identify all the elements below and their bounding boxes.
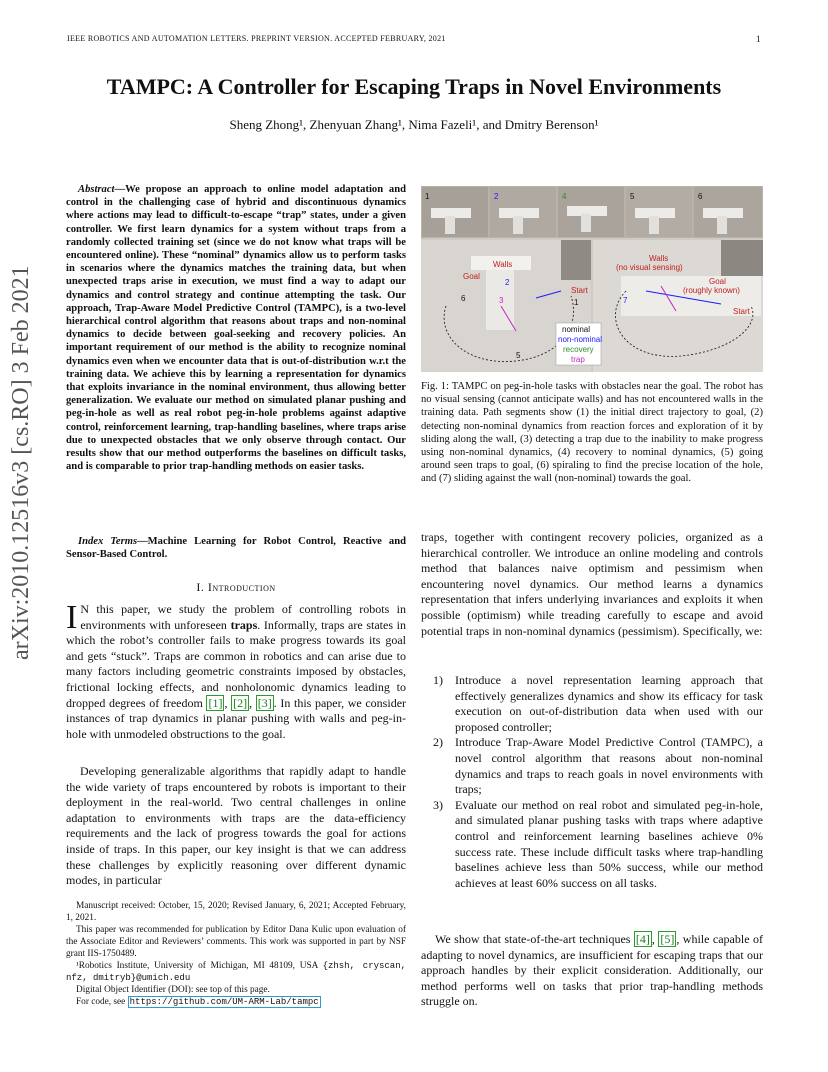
list-number: 2)	[433, 735, 443, 750]
section-heading-text: I. Introduction	[196, 580, 276, 594]
list-text: Evaluate our method on real robot and simulated peg-in-hole, and simulated planar pushing tasks with traps where adaptive control and reinforcement learning baselines achieve 0% success rate. These include difficult tasks where trap-handling baselines achieve less than 50% success, while our method achieves at least 60% success on all tasks.	[455, 797, 763, 890]
footnote-recommended: This paper was recommended for publication by Editor Dana Kulic upon evaluation of the Associate Editor and Reviewers’ comments. This work was supported in part by NSF grant IIS-1750489.	[66, 925, 406, 959]
intro-paragraph-2: Developing generalizable algorithms that rapidly adapt to handle the wide variety of traps encountered by robots is important to their deployment in the real-world. Two central challenges in online adaptation to environments with traps are the data-efficiency requirements and the lack of progress towards the goal for actions inside of traps. In this paper, our key insight is that we can address these challenges by explicitly reasoning over different dynamic modes, in particular	[66, 764, 406, 888]
rtext2-a: We show that state-of-the-art techniques	[435, 932, 634, 946]
walls-label: Walls	[493, 260, 513, 269]
legend-non-nominal: non-nominal	[558, 335, 603, 344]
footnote-code	[66, 996, 406, 1008]
author-list: Sheng Zhong¹, Zhenyuan Zhang¹, Nima Fazeli¹, and Dmitry Berenson¹	[229, 117, 599, 132]
footnotes	[66, 900, 406, 1008]
path-number: 1	[574, 298, 579, 307]
list-number: 1)	[433, 673, 443, 687]
citation-link[interactable]: [4]	[635, 932, 650, 946]
abstract-text: —We propose an approach to online model adaptation and control in the challenging case of hybrid and discontinuous dynamics where actions may lead to difficult-to-escape “trap” states, under a given controller. We first learn dynamics for a system without traps from a randomly collected training set (since we do not know what traps will be encountered online). These “nominal” dynamics allow us to perform tasks in scenarios where the dynamics matches the training data, but when unexpected traps arise in execution, we must find a way to adapt our dynamics and control strategy and continue attempting the task. Our approach, Trap-Aware Model Predictive Control (TAMPC), is a two-level hierarchical control algorithm that reasons about traps and non-nominal dynamics to decide between goal-seeking and recovery policies. An important requirement of our method is the ability to recognize nominal dynamics even when we encounter data that is out-of-distribution w.r.t the training data. We achieve this by learning a representation for dynamics that exploits invariance in the nominal environment, thus allowing better generalization. We evaluate our method on simulated planar pushing and peg-in-hole as well as real robot peg-in-hole problems against adaptive control, reinforcement learning, trap-handling baselines, where traps arise due to unexpected obstacles that we only observe through contact. Our results show that our method outperforms the baselines on difficult tasks, and is comparable to prior trap-handling methods on easier tasks.	[66, 184, 406, 473]
path-number: 5	[516, 351, 521, 360]
intro-text-c: . In this paper, we consider instances of trap dynamics in planar pushing with walls and peg-in-hole with unmodeled obstructions to the goal.	[66, 695, 407, 741]
intro-text-a: N this paper, we study the problem of controlling robots in environments with unforeseen	[80, 602, 406, 632]
list-text: Introduce Trap-Aware Model Predictive Control (TAMPC), a novel control algorithm that reasons about non-nominal dynamics and traps to reach goals in novel environments with traps;	[455, 735, 763, 797]
list-item	[421, 798, 763, 892]
index-terms-text: —Machine Learning for Robot Control, Reactive and Sensor-Based Control.	[66, 536, 406, 561]
frame-label: 2	[494, 192, 499, 201]
section-heading	[66, 580, 406, 595]
index-terms-label: Index Terms	[78, 536, 138, 547]
start-label: Start	[733, 307, 750, 316]
citation-link[interactable]: [1]	[208, 695, 223, 710]
index-terms	[66, 535, 406, 561]
citation-link[interactable]: [3]	[257, 695, 272, 710]
code-url-link[interactable]: https://github.com/UM-ARM-Lab/tampc	[129, 997, 319, 1007]
contributions-list	[421, 673, 763, 891]
footnote-received: Manuscript received: October, 15, 2020; Revised January, 6, 2021; Accepted February, 1, 2021.	[66, 901, 406, 923]
goal-note: (roughly known)	[683, 286, 740, 295]
abstract-label: Abstract	[78, 184, 115, 195]
footnote-affiliation	[66, 960, 406, 984]
frame-label: 5	[630, 192, 635, 201]
goal-label: Goal	[463, 272, 480, 281]
list-text: Introduce a novel representation learning approach that effectively generalizes dynamics and show its efficacy for task execution on out-of-distribution data when used with our proposed controller;	[455, 673, 763, 734]
intro-text-b: . Informally, traps are states in which the robot’s controller fails to make progress towards its goal and gets “stuck”. Traps are common in robotics and can arise due to many factors including geometric constraints imposed by obstacles, frictional locking effects, and nonholonomic dynamics leading to dropped degrees of freedom	[66, 617, 406, 710]
legend-trap: trap	[571, 355, 585, 364]
legend-nominal: nominal	[562, 325, 591, 334]
affiliation-text: ¹Robotics Institute, University of Michigan, MI 48109, USA	[76, 961, 323, 971]
traps-term: traps	[230, 617, 258, 632]
drop-cap: I	[66, 599, 78, 636]
figure-1	[421, 186, 763, 372]
frame-label: 1	[425, 192, 430, 201]
legend-recovery: recovery	[563, 345, 594, 354]
list-item	[421, 735, 763, 797]
right-paragraph-1: traps, together with contingent recovery policies, organized as a hierarchical controller. We introduce an online modeling and controls method that balances naive optimism and pessimism when encountering novel dynamics. Our method learns a dynamics representation that infers underlying invariances and exploits it when possible (optimism) while treading carefully to escape and avoid potential traps in non-nominal dynamics (pessimism). Specifically, we:	[421, 530, 763, 638]
code-label: For code, see	[76, 997, 128, 1007]
footnote-doi: Digital Object Identifier (DOI): see top of this page.	[76, 985, 270, 995]
frame-label: 6	[698, 192, 703, 201]
start-label: Start	[571, 286, 588, 295]
abstract	[66, 183, 406, 473]
path-number: 6	[461, 294, 466, 303]
path-number: 7	[623, 296, 628, 305]
intro-paragraph-1: I N this paper, we study the problem of controlling robots in environments with unforeseen traps. Informally, traps are states in which the robot’s controller fails to make progress towards its goal and gets “stuck”. Traps are common in robotics and can arise due to many factors including geometric constraints imposed by obstacles, frictional locking effects, and nonholonomic dynamics leading to dropped degrees of freedom [1] , [2] , [3] . In this paper, we consider instances of trap dynamics in planar pushing with walls and peg-in-hole with unmodeled obstructions to the goal.	[66, 599, 407, 741]
author-emails: {zhsh, cryscan, nfz, dmitryb}@umich.edu	[66, 961, 406, 983]
arxiv-identifier: arXiv:2010.12516v3 [cs.RO] 3 Feb 2021	[8, 265, 34, 660]
citation-link[interactable]: [2]	[233, 695, 248, 710]
frame-label: 4	[562, 192, 567, 201]
walls-note: (no visual sensing)	[616, 263, 683, 272]
running-header: IEEE ROBOTICS AND AUTOMATION LETTERS. PREPRINT VERSION. ACCEPTED FEBRUARY, 2021	[67, 34, 446, 43]
path-number: 3	[499, 296, 504, 305]
walls-label: Walls	[649, 254, 669, 263]
page-number: 1	[756, 34, 761, 44]
path-number: 2	[505, 278, 510, 287]
right-paragraph-2: We show that state-of-the-art techniques [4] , [5] , while capable of adapting to novel dynamics, are insufficient for escaping traps that our approach handles by their explicit consideration. Additionally, our method performs well on tasks that prior trap-handling methods struggle on.	[421, 932, 763, 1009]
goal-label: Goal	[709, 277, 726, 286]
paper-title: TAMPC: A Controller for Escaping Traps in Novel Environments	[106, 74, 722, 99]
figure-caption: Fig. 1: TAMPC on peg-in-hole tasks with obstacles near the goal. The robot has no visual sensing (cannot anticipate walls) and has not encountered walls in the training data. Path segments show (1) the initial direct trajectory to goal, (2) detecting non-nominal dynamics from reaction forces and exploration of it by sliding along the wall, (3) detecting a trap due to the inability to make progress using non-nominal dynamics, (4) recovery to nominal dynamics, (5) going around seen traps to goal, (6) spiraling to find the precise location of the hole, and (7) sliding against the wall (non-nominal) towards the goal.	[421, 381, 763, 485]
list-number: 3)	[433, 797, 443, 812]
rtext2-b: , while capable of adapting to novel dynamics, are insufficient for escaping traps that our approach handles by their explicit consideration. Additionally, our method performs well on tasks that prior trap-handling methods struggle on.	[421, 932, 763, 1009]
list-item	[421, 673, 763, 735]
frame-strip	[422, 187, 762, 237]
citation-link[interactable]: [5]	[660, 932, 675, 946]
